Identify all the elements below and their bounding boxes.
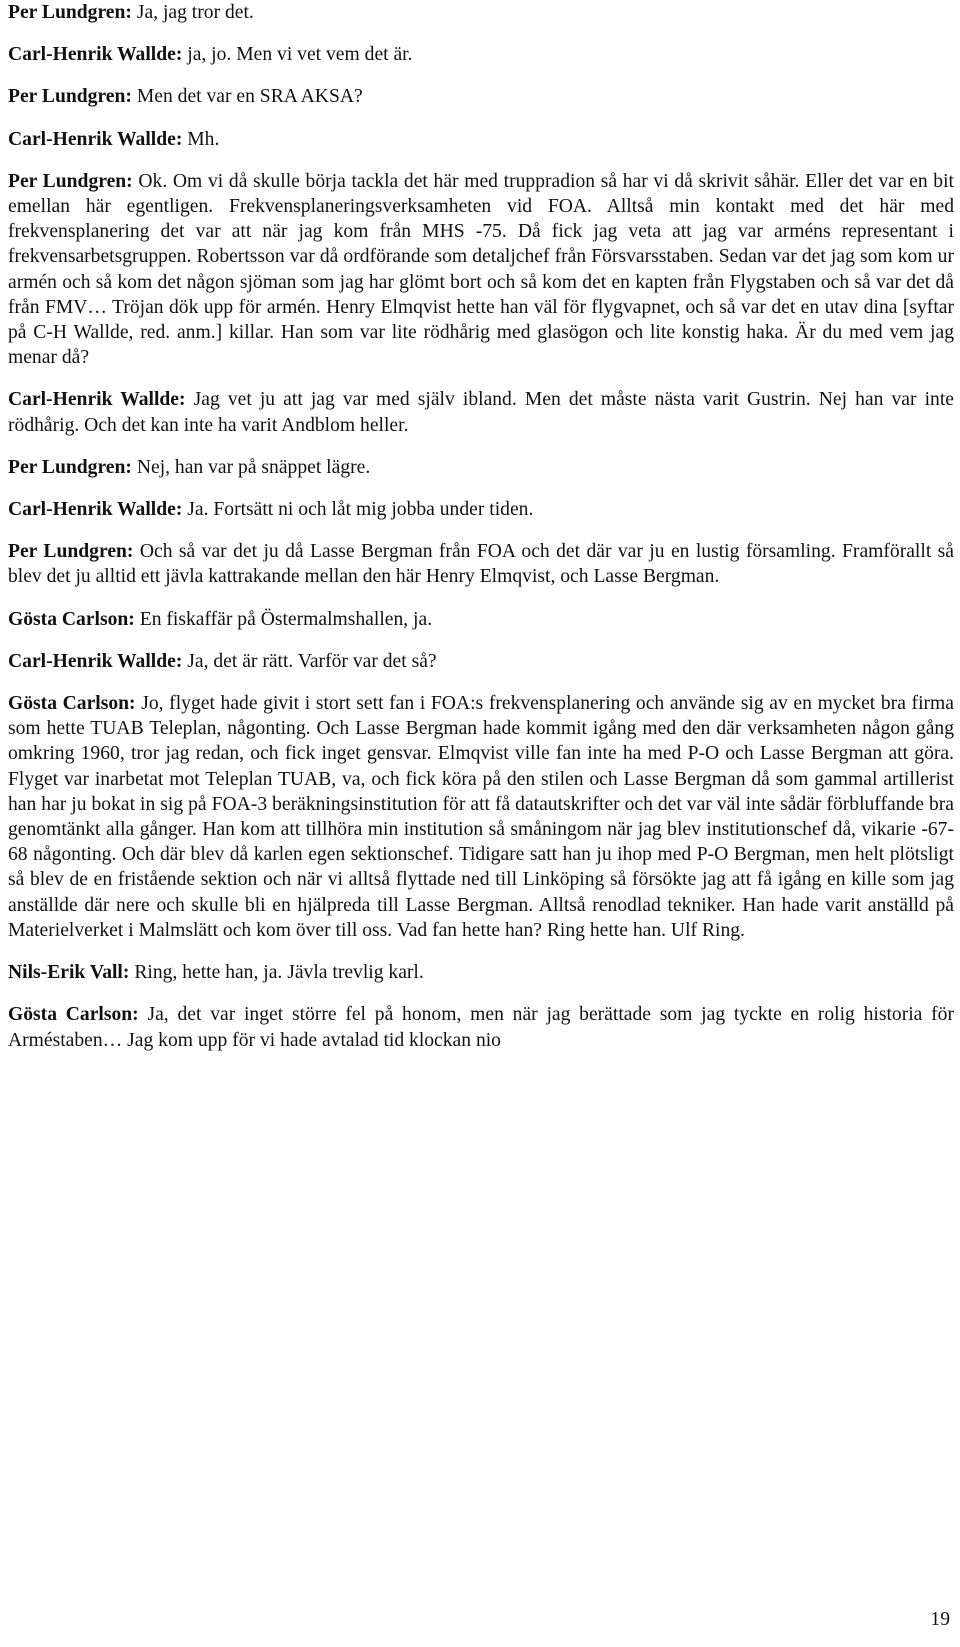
page-number: 19 — [930, 1609, 950, 1630]
utterance-text: Och så var det ju då Lasse Bergman från FOA och det där var ju en lustig församling. Framförallt så blev det ju alltid ett jävla kattrakande mellan den här Henry Elmqvist, och Lasse Bergman. — [8, 541, 955, 588]
speaker-name: Carl-Henrik Wallde: — [8, 44, 183, 66]
utterance-text: Ja, det var inget större fel på honom, men när jag berättade som jag tyckte en rolig historia för Arméstaben… Jag kom upp för vi hade avtalad tid klockan nio — [8, 1004, 954, 1051]
speaker-name: Nils-Erik Vall: — [8, 962, 130, 984]
dialogue-turn — [8, 127, 954, 152]
utterance-text: ja, jo. Men vi vet vem det är. — [187, 44, 413, 66]
dialogue-turn — [8, 960, 954, 985]
dialogue-turn — [8, 1002, 954, 1052]
speaker-name: Per Lundgren: — [8, 86, 132, 108]
dialogue-turn — [8, 691, 954, 943]
utterance-text: Jo, flyget hade givit i stort sett fan i FOA:s frekvensplanering och använde sig av en mycket bra firma som hette TUAB Teleplan, någonting. Och Lasse Bergman hade kommit igång med den där verksamheten någon gång omkring 1960, tror jag redan, och fick inget gensvar. Elmqvist ville fan inte ha med P-O och Lasse Bergman att göra. Flyget var inarbetat mot Teleplan TUAB, va, och fick köra på den stilen och Lasse Bergman då som gammal artillerist han har ju bokat in sig på FOA-3 beräkningsinstitution för att få datautskrifter och det var väl inte sådär förbluffande bra genomtänkt alla gånger. Han kom att tillhöra min institution så småningom när jag blev institutionschef då, vikarie -67-68 någonting. Och där blev då karlen egen sektionschef. Tidigare satt han ju ihop med P-O Bergman, men helt plötsligt så blev de en fristående sektion och när vi alltså flyttade ned till Linköping så försökte jag att få igång en kille som jag anställde där nere och skulle bli en hjälpreda till Lasse Bergman. Alltså renodlad tekniker. Han hade varit anställd på Materielverket i Malmslätt och kom över till oss. Vad fan hette han? Ring hette han. Ulf Ring. — [8, 693, 954, 941]
utterance-text: Ja, jag tror det. — [136, 2, 254, 23]
dialogue-turn — [8, 387, 954, 437]
utterance-text: Men det var en SRA AKSA? — [136, 86, 363, 108]
dialogue-turn — [8, 455, 954, 480]
dialogue-turn — [8, 607, 954, 632]
utterance-text: Ja, det är rätt. Varför var det så? — [187, 650, 437, 672]
utterance-text: Ring, hette han, ja. Jävla trevlig karl. — [134, 962, 424, 984]
speaker-name: Carl-Henrik Wallde: — [8, 128, 183, 150]
dialogue-turn — [8, 169, 954, 371]
speaker-name: Carl-Henrik Wallde: — [8, 650, 183, 672]
utterance-text: Ok. Om vi då skulle börja tackla det här med truppradion så har vi då skrivit såhär. Eller det var en bit emellan här egentligen. Frekvensplaneringsverksamheten vid FOA. Alltså min kontakt med det här med frekvensplanering det var att när jag kom från MHS -75. Då fick jag veta att jag var arméns representant i frekvensarbetsgruppen. Robertsson var då ordförande som detaljchef från Försvarsstaben. Sedan var det jag som kom ur armén och så kom det någon sjöman som jag har glömt bort och så kom det en kapten från Flygstaben och så var det då från FMV… Tröjan dök upp för armén. Henry Elmqvist hette han väl för flygvapnet, och så var det en utav dina [syftar på C-H Wallde, red. anm.] killar. Han som var lite rödhårig med glasögon och lite konstig haka. Är du med vem jag menar då? — [8, 170, 954, 369]
dialogue-turn — [8, 42, 954, 67]
speaker-name: Per Lundgren: — [8, 456, 132, 478]
utterance-text: Mh. — [187, 128, 220, 150]
speaker-name: Carl-Henrik Wallde: — [8, 389, 186, 411]
utterance-text: Jag vet ju att jag var med själv ibland. Men det måste nästa varit Gustrin. Nej han var inte rödhårig. Och det kan inte ha varit Andblom heller. — [8, 389, 954, 436]
speaker-name: Per Lundgren: — [8, 541, 134, 563]
dialogue-turn — [8, 539, 954, 589]
utterance-text: Nej, han var på snäppet lägre. — [136, 456, 371, 478]
speaker-name: Gösta Carlson: — [8, 608, 135, 630]
speaker-name: Per Lundgren: — [8, 170, 133, 192]
utterance-text: Ja. Fortsätt ni och låt mig jobba under tiden. — [187, 499, 534, 521]
dialogue-turn — [8, 84, 954, 109]
speaker-name: Gösta Carlson: — [8, 693, 136, 715]
utterance-text: En fiskaffär på Östermalmshallen, ja. — [139, 608, 433, 630]
speaker-name: Per Lundgren: — [8, 2, 132, 23]
dialogue-turn — [8, 0, 954, 25]
speaker-name: Carl-Henrik Wallde: — [8, 499, 183, 521]
speaker-name: Gösta Carlson: — [8, 1004, 139, 1026]
transcript-page — [8, 0, 954, 1070]
dialogue-turn — [8, 497, 954, 522]
dialogue-turn — [8, 649, 954, 674]
